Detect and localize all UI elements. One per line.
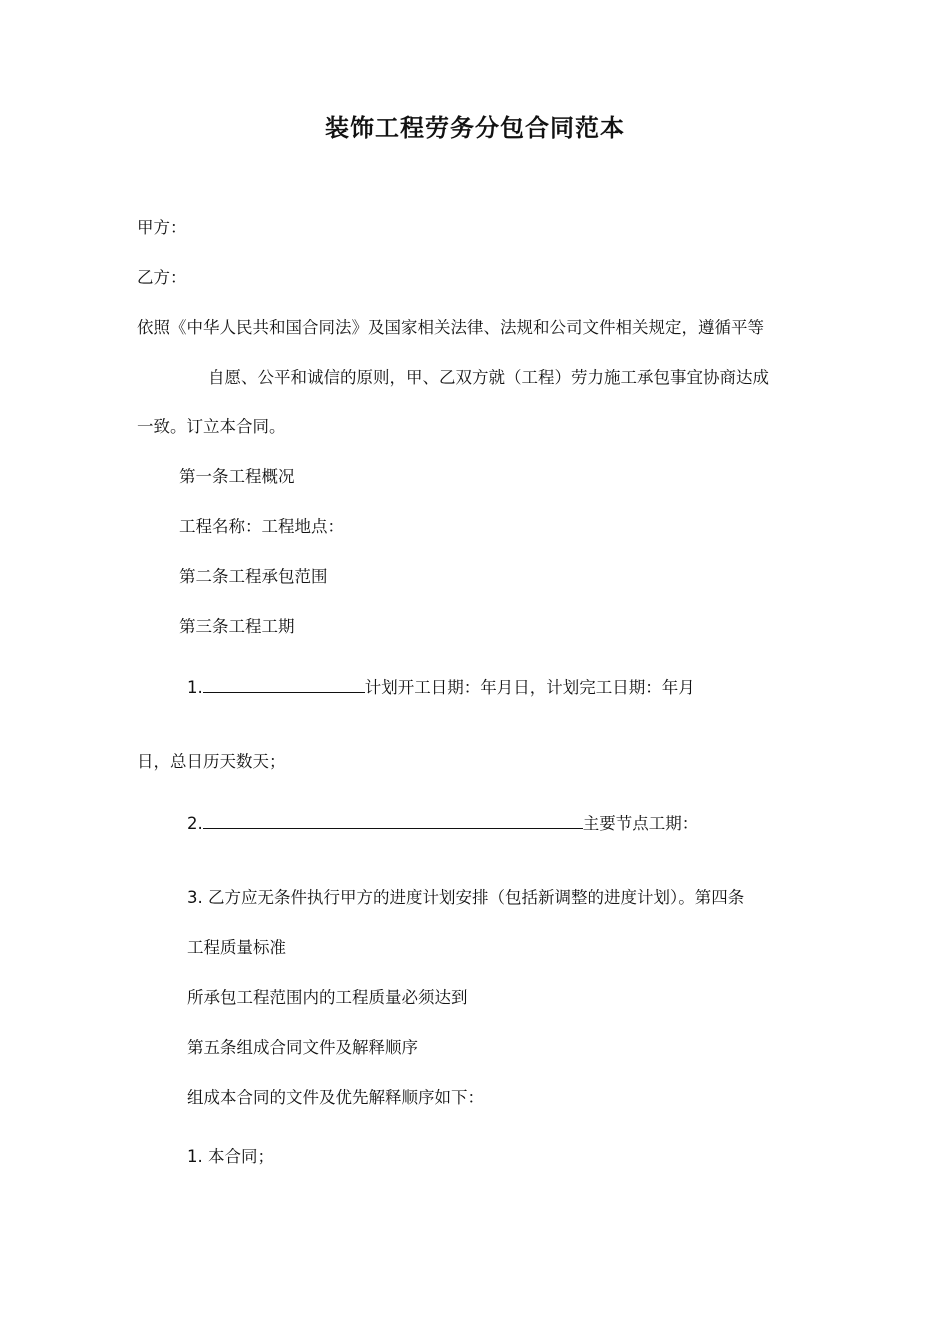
document-title: 装饰工程劳务分包合同范本: [325, 114, 625, 142]
article-1-body: 工程名称：工程地点：: [179, 517, 344, 536]
article-3-heading: 第三条工程工期: [179, 617, 295, 636]
article-5-item-1: 1. 本合同；: [187, 1147, 274, 1166]
schedule-item-2: [187, 810, 698, 836]
article-4-body: 所承包工程范围内的工程质量必须达到: [187, 988, 468, 1007]
schedule-item-1-number: 1.: [187, 678, 203, 697]
schedule-item-2-text: 主要节点工期：: [582, 814, 699, 833]
article-1-heading: 第一条工程概况: [179, 467, 295, 486]
schedule-item-1-continuation: 日，总日历天数天；: [137, 752, 286, 771]
article-2-heading: 第二条工程承包范围: [179, 567, 328, 586]
party-a-label: 甲方：: [137, 218, 187, 237]
schedule-item-3: 3. 乙方应无条件执行甲方的进度计划安排（包括新调整的进度计划）。第四条: [187, 888, 745, 907]
schedule-item-1-text: 计划开工日期：年月日，计划完工日期：年月: [364, 678, 695, 697]
party-b-label: 乙方：: [137, 268, 187, 287]
schedule-item-2-number: 2.: [187, 814, 203, 833]
preamble-line-1: 依照《中华人民共和国合同法》及国家相关法律、法规和公司文件相关规定，遵循平等: [137, 318, 764, 337]
article-5-heading: 第五条组成合同文件及解释顺序: [187, 1038, 418, 1057]
schedule-item-1: [187, 674, 695, 700]
preamble-line-2: 自愿、公平和诚信的原则，甲、乙双方就（工程）劳力施工承包事宜协商达成: [208, 368, 769, 387]
preamble-line-3: 一致。订立本合同。: [137, 417, 286, 436]
blank-line: [203, 674, 365, 693]
article-5-body: 组成本合同的文件及优先解释顺序如下：: [187, 1088, 484, 1107]
blank-line: [203, 810, 583, 829]
article-4-heading: 工程质量标准: [187, 938, 286, 957]
